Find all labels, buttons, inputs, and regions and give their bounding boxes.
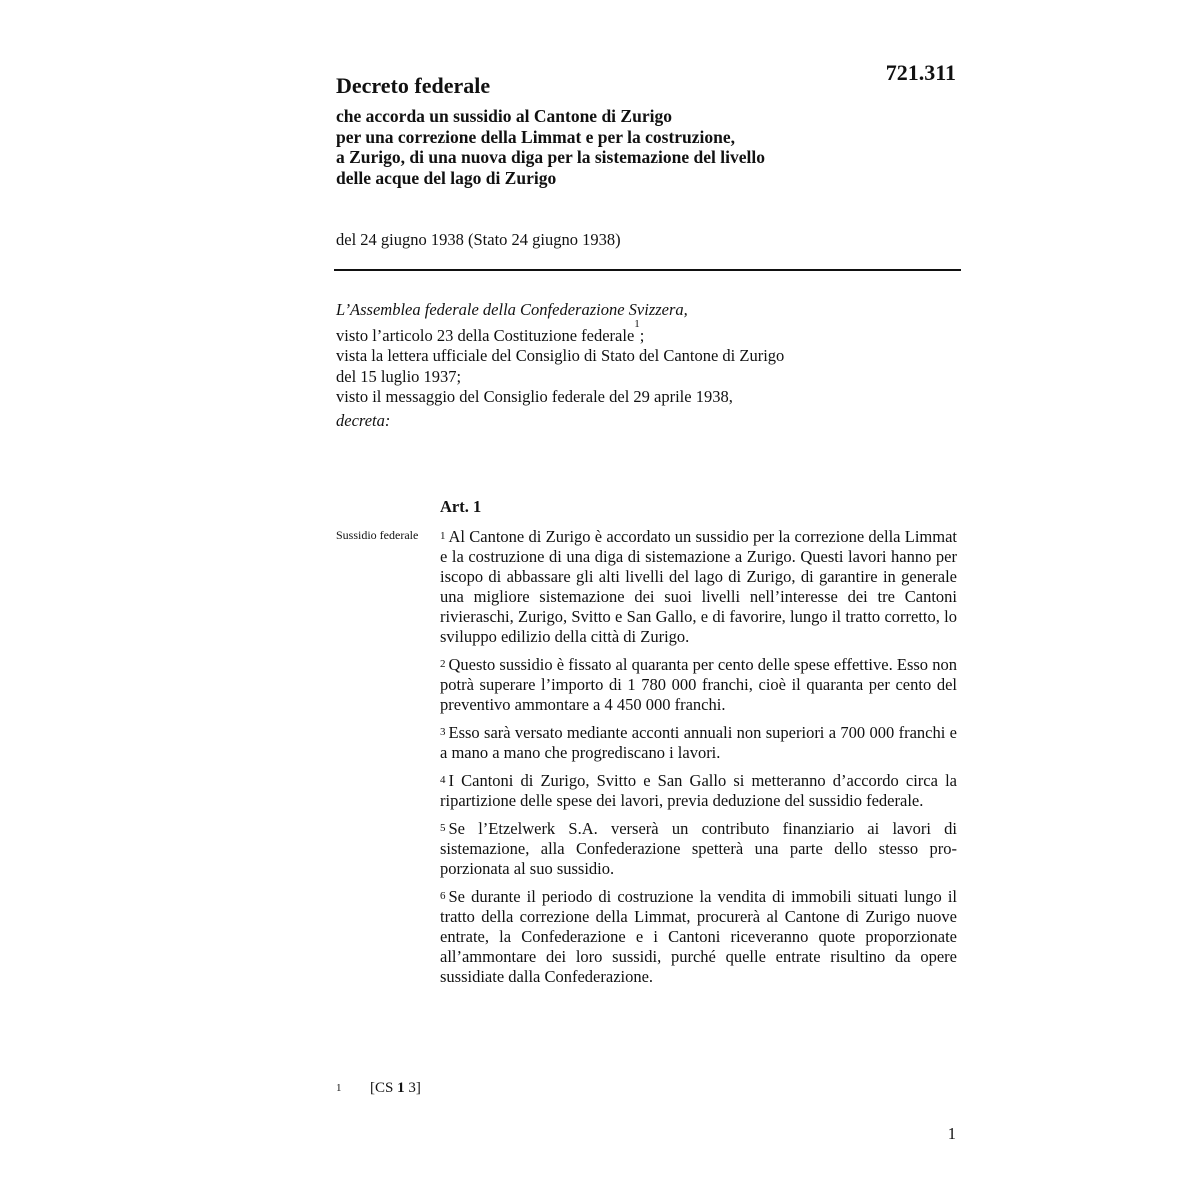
title-divider [334, 269, 961, 271]
article-paragraph [440, 655, 957, 715]
document-type-heading: Decreto federale [336, 73, 491, 98]
page-number: 1 [947, 1124, 956, 1143]
paragraph-text: Al Cantone di Zurigo è accordato un sussidio per la correzione della Limmat e la costruzione di una diga di sistemazione a Zurigo. Questi lavori hanno per iscopo di abbassare gli alti livelli del lago di Zurigo, di garantire in generale una migliore sistemazione dei suoi livelli nell’interesse dei tre Cantoni rivieraschi, Zurigo, Svitto e San Gallo, e di favorire, lungo il tratto corretto, lo sviluppo edilizio della città di Zurigo. [440, 527, 957, 646]
article-heading: Art. 1 [440, 497, 482, 516]
preamble-closing: decreta: [336, 410, 391, 430]
footnote-suffix: 3] [404, 1080, 421, 1096]
article-body [440, 527, 957, 995]
footnote-volume: 1 [397, 1080, 405, 1096]
paragraph-number: 1 [440, 530, 446, 542]
footnote-reference[interactable]: 1 [634, 317, 640, 330]
preamble-line-end: ; [639, 325, 645, 345]
document-date: del 24 giugno 1938 (Stato 24 giugno 1938) [336, 230, 621, 249]
footnote-mark: 1 [336, 1082, 342, 1094]
footnote [336, 1078, 421, 1098]
paragraph-number: 3 [440, 726, 446, 738]
document-title [336, 106, 896, 188]
paragraph-text: I Cantoni di Zurigo, Svitto e San Gallo si metteranno d’accordo circa la ripartizione delle spese dei lavori, previa deduzione del sussidio federale. [440, 771, 957, 810]
paragraph-text: Se durante il periodo di costruzione la vendita di immobili situati lungo il tratto della correzione della Limmat, procurerà al Cantone di Zurigo nuove entrate, la Confederazione e i Cantoni riceveranno quote proporzionate all’ammontare dei loro sussidi, purché quelle entrate risultino da opere sussidiate dalla Confederazione. [440, 887, 957, 986]
article-paragraph [440, 527, 957, 647]
preamble-line: del 15 luglio 1937; [336, 366, 462, 386]
article-paragraph [440, 723, 957, 763]
margin-note: Sussidio federale [336, 528, 419, 542]
title-line: per una correzione della Limmat e per la costruzione, [336, 126, 736, 147]
article-paragraph [440, 887, 957, 987]
paragraph-text: Se l’Etzelwerk S.A. verserà un contributo finanziario ai lavori di sistemazione, alla Confederazione spetterà una parte dello stesso proporzionata al suo sussidio. [440, 819, 957, 878]
preamble [336, 300, 896, 431]
preamble-line [336, 317, 896, 347]
preamble-line: visto il messaggio del Consiglio federale del 29 aprile 1938, [336, 387, 733, 406]
footnote-prefix: [CS [370, 1080, 398, 1096]
title-line: che accorda un sussidio al Cantone di Zurigo [336, 106, 672, 126]
paragraph-number: 2 [440, 658, 446, 670]
paragraph-number: 4 [440, 774, 446, 786]
preamble-line: vista la lettera ufficiale del Consiglio di Stato del Cantone di Zurigo [336, 346, 785, 365]
preamble-line-text: visto l’articolo 23 della Costituzione federale [336, 325, 635, 345]
article-paragraph [440, 819, 957, 879]
preamble-intro: L’Assemblea federale della Confederazione Svizzera, [336, 300, 688, 319]
title-line: a Zurigo, di una nuova diga per la sistemazione del livello [336, 147, 765, 167]
paragraph-number: 6 [440, 890, 446, 902]
paragraph-text: Esso sarà versato mediante acconti annuali non superiori a 700 000 franchi e a mano a mano che progrediscano i lavori. [440, 723, 957, 762]
article-paragraph [440, 771, 957, 811]
sr-number: 721.311 [885, 60, 956, 85]
paragraph-text: Questo sussidio è fissato al quaranta per cento delle spese effettive. Esso non potrà superare l’importo di 1 780 000 franchi, cioè il quaranta per cento del preventivo ammontare a 4 450 000 franchi. [440, 655, 957, 714]
paragraph-number: 5 [440, 822, 446, 834]
title-line: delle acque del lago di Zurigo [336, 167, 557, 188]
